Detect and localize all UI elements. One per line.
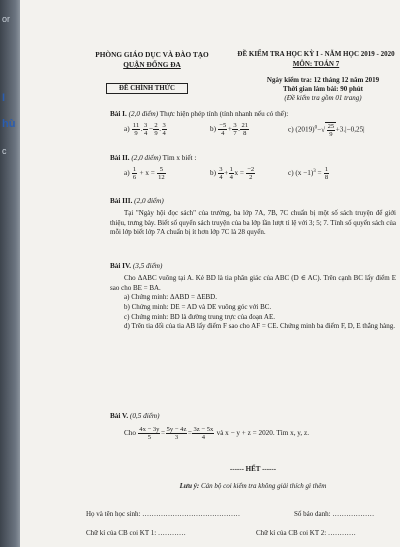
problem-1 <box>110 110 396 139</box>
proctor-1-signature: Chữ kí của CB coi KT 1: ………… <box>86 529 186 537</box>
district-name: QUẬN ĐỐNG ĐA <box>123 60 181 70</box>
department-name: PHÒNG GIÁO DỤC VÀ ĐÀO TẠO <box>95 50 209 59</box>
exam-paper <box>20 0 400 547</box>
margin-mark: hù <box>2 118 16 130</box>
problem-4c: c) Chứng minh: BD là đường trung trực của đoạn AE. <box>124 312 275 321</box>
student-info-line <box>86 510 396 519</box>
proctor-2-signature: Chữ kí của CB coi KT 2: ………… <box>256 529 356 537</box>
exam-title: ĐỀ KIỂM TRA HỌC KỲ I - NĂM HỌC 2019 - 2020 <box>237 50 395 58</box>
exam-pages: (Đề kiểm tra gồm 01 trang) <box>284 93 362 102</box>
subject: MÔN: TOÁN 7 <box>292 59 340 68</box>
problem-4b: b) Chứng minh: DE = AD và DE vuông góc với BC. <box>124 302 272 311</box>
problem-5 <box>110 412 396 443</box>
problem-4-title: Bài IV. (3,5 điểm) <box>110 262 163 270</box>
problem-4 <box>110 262 396 332</box>
problem-4-text: Cho ΔABC vuông tại A. Kẻ BD là tia phân giác của ABC (D ∈ AC). Trên cạnh BC lấy điểm E sao cho BE = BA. <box>110 274 396 292</box>
problem-2b: b) $\frac{3}{4}$ + $\frac{1}{4}$ x = $\frac{-2}{2}$ <box>210 166 255 181</box>
problem-1-parts <box>110 119 396 139</box>
school-header <box>82 50 222 69</box>
exam-date: Ngày kiểm tra: 12 tháng 12 năm 2019 <box>266 76 380 84</box>
end-marker: ------ HẾT ------ <box>229 465 277 473</box>
exam-duration: Thời gian làm bài: 90 phút <box>283 84 363 93</box>
margin-mark: c <box>2 146 7 156</box>
problem-1b: b) $\frac{-5}{4}$ + $\frac{3}{7}$ . $\frac{21}{8}$ <box>210 122 249 137</box>
problem-3-title: Bài III. (2,0 điểm) <box>110 197 164 205</box>
margin-mark: or <box>2 14 11 24</box>
exam-info <box>248 76 398 102</box>
problem-4a: a) Chứng minh: ΔABD = ΔEBD. <box>124 293 217 302</box>
problem-2 <box>110 154 396 183</box>
left-page-edge <box>0 0 22 547</box>
problem-3-text: Tại "Ngày hội đọc sách" của trường, ba lớp 7A, 7B, 7C chuẩn bị một số sách truyện để giới thiệu, trưng bày. Biết số quyển sách truyện của ba lớp lần lượt tỉ lệ với 3; 5; 7. Tính số quyển sách của mỗi lớp biết lớp 7A chuẩn bị ít hơn lớp 7C là 28 quyển. <box>110 209 396 237</box>
margin-mark: I <box>2 92 6 104</box>
problem-5-title: Bài V. (0,5 điểm) <box>110 412 160 420</box>
student-id-field: Số báo danh: ……………… <box>294 510 375 518</box>
problem-2-parts <box>110 163 396 183</box>
problem-3 <box>110 197 396 238</box>
official-stamp-box: ĐỀ CHÍNH THỨC <box>106 83 188 94</box>
problem-4d: d) Trên tia đối của tia AB lấy điểm F sao cho AF = CE. Chứng minh ba điểm F, D, E thẳng hàng. <box>124 322 396 331</box>
exam-header <box>232 50 400 69</box>
problem-1-title: Bài I. (2,0 điểm) Thực hiện phép tính (tính nhanh nếu có thể): <box>110 110 289 118</box>
signature-line <box>86 529 396 538</box>
problem-5-equation: Cho $\frac{4x - 3y}{5}$ = $\frac{5y - 4z}{3}$ = $\frac{3z - 5x}{4}$ và x − y + z = 2020. Tìm x, y, z. <box>124 426 310 441</box>
problem-2-title: Bài II. (2,0 điểm) Tìm x biết : <box>110 154 197 162</box>
student-name-field: Họ và tên học sinh: …………………………………… <box>86 510 241 518</box>
problem-2a: a) $\frac{1}{6}$ + x = $\frac{5}{12}$ <box>124 166 165 181</box>
note: Lưu ý: Cán bộ coi kiểm tra không giải thích gì thêm <box>179 482 327 490</box>
problem-1a: a) $\frac{11}{9}$ . $\frac{3}{4}$ − $\frac{2}{9}$ . $\frac{3}{4}$ <box>124 122 166 137</box>
problem-2c: c) $(x -1)^3$ = $\frac{1}{8}$ <box>288 166 329 181</box>
problem-1c: c) $(2019)^0-√$ $\frac{25}{9}$ +3.|−0,25| <box>288 123 365 138</box>
